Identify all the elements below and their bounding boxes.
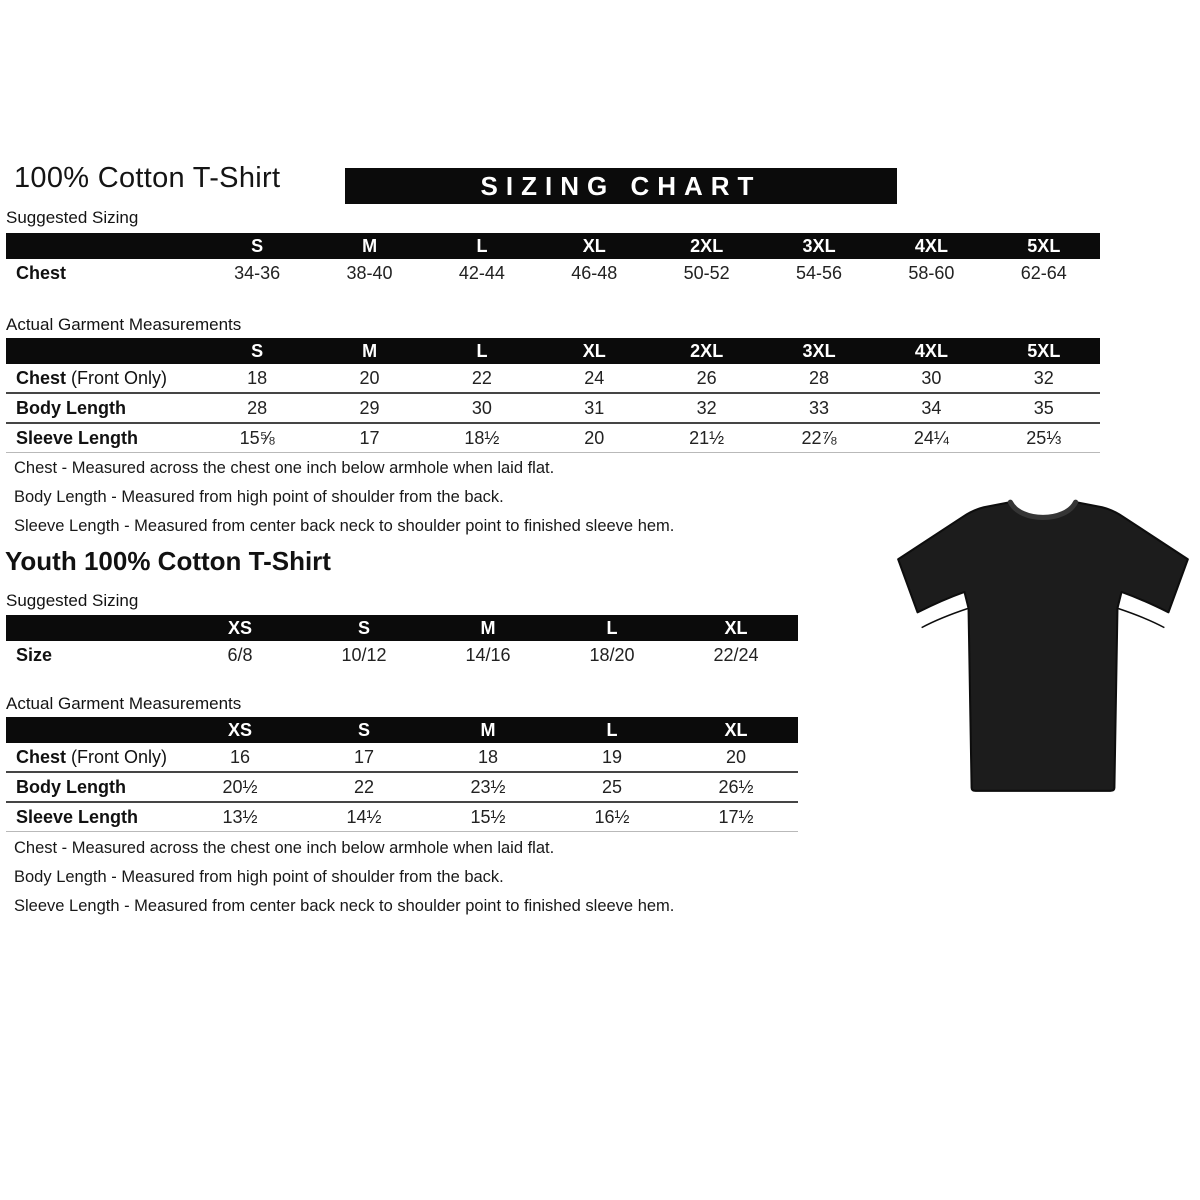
row-label: Body Length (16, 397, 126, 418)
measurement-cell: 22/24 (713, 644, 759, 665)
table-row (6, 641, 798, 669)
measurement-cell: 16½ (594, 806, 630, 827)
measurement-cell: 26 (696, 367, 717, 388)
tshirt-right-sleeve-seam (1117, 608, 1164, 627)
size-column-header: XL (538, 233, 650, 259)
adult-suggested-sizing-table (6, 233, 1100, 287)
youth-measurement-notes (14, 838, 674, 925)
measurement-cell: 22 (353, 776, 375, 797)
measurement-cell: 33 (809, 397, 830, 418)
measurement-cell: 10/12 (341, 644, 387, 665)
table-row (6, 364, 1100, 393)
size-column-header: XL (674, 615, 798, 641)
measurement-cell: 20 (725, 746, 747, 767)
measurement-note: Chest - Measured across the chest one inch below armhole when laid flat. (14, 459, 555, 477)
table-corner-cell (6, 615, 178, 641)
size-column-header: M (426, 717, 550, 743)
table-row (6, 772, 798, 802)
size-column-header: L (426, 233, 538, 259)
measurement-cell: 28 (247, 397, 268, 418)
size-column-header: S (201, 233, 313, 259)
measurement-cell: 17 (359, 427, 380, 448)
size-header-row (6, 338, 1100, 364)
size-header-row (6, 233, 1100, 259)
table-row (6, 393, 1100, 423)
measurement-note: Sleeve Length - Measured from center back neck to shoulder point to finished sleeve hem. (14, 897, 675, 915)
adult-measurement-notes (14, 458, 674, 545)
measurement-cell: 16 (229, 746, 251, 767)
measurement-cell: 18 (477, 746, 499, 767)
measurement-cell: 15½ (470, 806, 506, 827)
measurement-cell: 20 (359, 367, 380, 388)
table-corner-cell (6, 233, 201, 259)
size-column-header: 5XL (988, 338, 1100, 364)
youth-section-title: Youth 100% Cotton T-Shirt (5, 546, 331, 576)
measurement-cell: 18½ (464, 427, 500, 448)
table-corner-cell (6, 717, 178, 743)
size-header-row (6, 717, 798, 743)
page-title: 100% Cotton T-Shirt (14, 162, 281, 194)
size-column-header: 3XL (763, 338, 875, 364)
tshirt-product-image (890, 487, 1196, 807)
measurement-cell: 22⅞ (801, 427, 837, 448)
measurement-cell: 32 (1033, 367, 1054, 388)
measurement-note: Sleeve Length - Measured from center back neck to shoulder point to finished sleeve hem. (14, 517, 675, 535)
measurement-cell: 23½ (470, 776, 506, 797)
measurement-cell: 42-44 (458, 262, 505, 283)
measurement-cell: 15⅝ (239, 427, 275, 448)
measurement-cell: 19 (601, 746, 623, 767)
measurement-cell: 25 (601, 776, 623, 797)
measurement-cell: 50-52 (683, 262, 730, 283)
youth-suggested-sizing-table (6, 615, 798, 669)
measurement-cell: 14/16 (465, 644, 511, 665)
measurement-cell: 54-56 (796, 262, 843, 283)
size-column-header: S (201, 338, 313, 364)
size-column-header: S (302, 717, 426, 743)
size-column-header: L (550, 717, 674, 743)
size-column-header: 2XL (651, 338, 763, 364)
measurement-note: Chest - Measured across the chest one inch below armhole when laid flat. (14, 839, 555, 857)
youth-actual-measurements-table (6, 717, 798, 832)
measurement-cell: 24¼ (913, 427, 949, 448)
measurement-cell: 30 (471, 397, 492, 418)
measurement-note: Body Length - Measured from high point of shoulder from the back. (14, 488, 504, 506)
measurement-cell: 18/20 (589, 644, 635, 665)
size-column-header: XS (178, 615, 302, 641)
row-label: Chest (Front Only) (16, 367, 168, 388)
tshirt-left-sleeve-seam (922, 608, 969, 627)
measurement-cell: 62-64 (1020, 262, 1067, 283)
measurement-cell: 35 (1033, 397, 1054, 418)
size-column-header: L (426, 338, 538, 364)
youth-suggested-sizing-label: Suggested Sizing (6, 591, 139, 610)
adult-actual-measurements-label: Actual Garment Measurements (6, 315, 242, 334)
size-column-header: M (313, 338, 425, 364)
row-label: Chest (16, 262, 67, 283)
measurement-cell: 22 (471, 367, 492, 388)
measurement-cell: 20 (584, 427, 605, 448)
tshirt-graphic (890, 487, 1196, 807)
measurement-cell: 25⅓ (1026, 427, 1062, 448)
measurement-cell: 34 (921, 397, 942, 418)
measurement-cell: 6/8 (227, 644, 253, 665)
measurement-cell: 26½ (718, 776, 754, 797)
measurement-cell: 58-60 (908, 262, 955, 283)
tshirt-silhouette (898, 502, 1188, 791)
table-corner-cell (6, 338, 201, 364)
size-column-header: XS (178, 717, 302, 743)
row-label: Size (16, 644, 53, 665)
measurement-cell: 17½ (718, 806, 754, 827)
measurement-cell: 14½ (346, 806, 382, 827)
measurement-cell: 30 (921, 367, 942, 388)
table-row (6, 259, 1100, 287)
adult-actual-measurements-table (6, 338, 1100, 453)
measurement-cell: 32 (696, 397, 717, 418)
size-column-header: 4XL (875, 338, 987, 364)
size-column-header: XL (538, 338, 650, 364)
size-column-header: 3XL (763, 233, 875, 259)
row-label: Sleeve Length (16, 806, 139, 827)
measurement-cell: 34-36 (234, 262, 281, 283)
row-label: Sleeve Length (16, 427, 139, 448)
measurement-cell: 31 (584, 397, 605, 418)
measurement-cell: 38-40 (346, 262, 393, 283)
table-row (6, 423, 1100, 453)
measurement-cell: 13½ (222, 806, 258, 827)
size-header-row (6, 615, 798, 641)
size-column-header: 2XL (651, 233, 763, 259)
size-column-header: 4XL (875, 233, 987, 259)
row-label: Chest (Front Only) (16, 746, 168, 767)
row-label: Body Length (16, 776, 126, 797)
table-row (6, 802, 798, 832)
measurement-cell: 17 (353, 746, 375, 767)
measurement-cell: 29 (359, 397, 380, 418)
measurement-cell: 20½ (222, 776, 258, 797)
table-row (6, 743, 798, 772)
size-column-header: 5XL (988, 233, 1100, 259)
size-column-header: M (426, 615, 550, 641)
measurement-cell: 46-48 (571, 262, 618, 283)
size-column-header: S (302, 615, 426, 641)
measurement-cell: 28 (809, 367, 830, 388)
youth-actual-measurements-label: Actual Garment Measurements (6, 694, 242, 713)
size-column-header: XL (674, 717, 798, 743)
sizing-chart-banner-label: SIZING CHART (480, 170, 762, 201)
adult-suggested-sizing-label: Suggested Sizing (6, 208, 139, 227)
sizing-chart-banner (345, 168, 897, 204)
measurement-cell: 24 (584, 367, 605, 388)
measurement-cell: 18 (247, 367, 268, 388)
measurement-cell: 21½ (689, 427, 725, 448)
size-column-header: M (313, 233, 425, 259)
measurement-note: Body Length - Measured from high point of shoulder from the back. (14, 868, 504, 886)
size-column-header: L (550, 615, 674, 641)
